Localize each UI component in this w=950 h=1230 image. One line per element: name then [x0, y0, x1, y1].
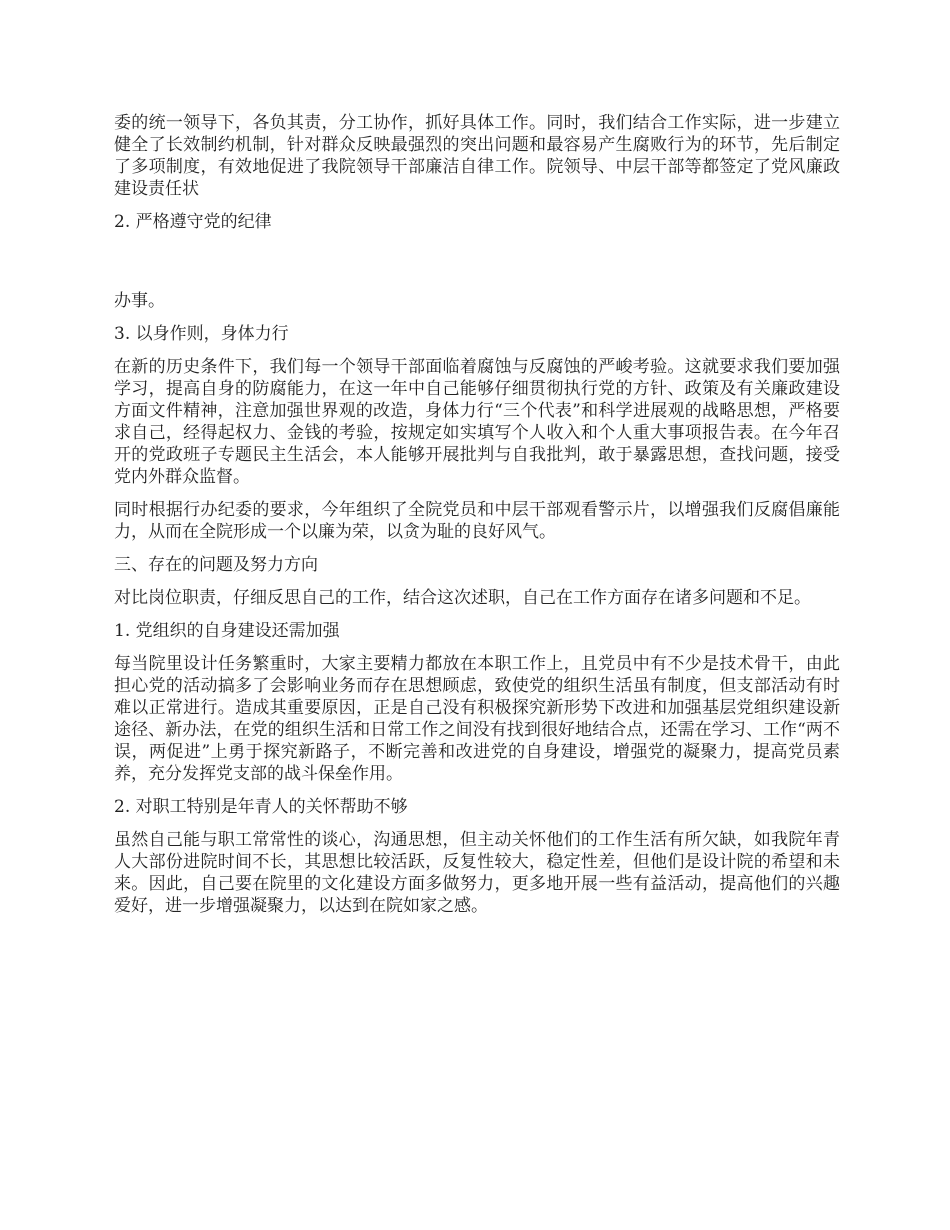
document-body	[114, 112, 840, 928]
blank-gap	[114, 244, 840, 290]
paragraph-fragment: 办事。	[114, 291, 165, 311]
paragraph-youth-care: 虽然自己能与职工常常性的谈心，沟通思想，但主动关怀他们的工作生活有所欠缺，如我院年青人大部份进院时间不长，其思想比较活跃，反复性较大，稳定性差，但他们是设计院的希望和未来。因此，自己要在院里的文化建设方面多做努力，更多地开展一些有益活动，提高他们的兴趣爱好，进一步增强凝聚力，以达到在院如家之感。	[114, 830, 840, 916]
heading-lead-by-example: 3. 以身作则，身体力行	[114, 324, 289, 344]
paragraph-anti-corruption: 在新的历史条件下，我们每一个领导干部面临着腐蚀与反腐蚀的严峻考验。这就要求我们要加强学习，提高自身的防腐能力，在这一年中自己能够仔细贯彻执行党的方针、政策及有关廉政建设方面文件精神，注意加强世界观的改造，身体力行“三个代表”和科学进展观的战略思想，严格要求自己，经得起权力、金钱的考验，按规定如实填写个人收入和个人重大事项报告表。在今年召开的党政班子专题民主生活会，本人能够开展批判与自我批判，敢于暴露思想，查找问题，接受党内外群众监督。	[114, 357, 840, 487]
heading-problems-section: 三、存在的问题及努力方向	[114, 555, 318, 575]
paragraph-responsibility-system: 委的统一领导下，各负其责，分工协作，抓好具体工作。同时，我们结合工作实际，进一步建立健全了长效制约机制，针对群众反映最强烈的突出问题和最容易产生腐败行为的环节，先后制定了多项制度，有效地促进了我院领导干部廉洁自律工作。院领导、中层干部等都签定了党风廉政建设责任状	[114, 113, 840, 199]
paragraph-self-reflection: 对比岗位职责，仔细反思自己的工作，结合这次述职，自己在工作方面存在诸多问题和不足。	[114, 588, 811, 608]
heading-youth-care: 2. 对职工特别是年青人的关怀帮助不够	[114, 797, 408, 817]
paragraph-party-building: 每当院里设计任务繁重时，大家主要精力都放在本职工作上，且党员中有不少是技术骨干，由此担心党的活动搞多了会影响业务而存在思想顾虑，致使党的组织生活虽有制度，但支部活动有时难以正常进行。造成其重要原因，正是自己没有积极探究新形势下改进和加强基层党组织建设新途径、新办法，在党的组织生活和日常工作之间没有找到很好地结合点，还需在学习、工作“两不误，两促进”上勇于探究新路子，不断完善和改进党的自身建设，增强党的凝聚力，提高党员素养，充分发挥党支部的战斗保垒作用。	[114, 654, 840, 784]
heading-party-discipline: 2. 严格遵守党的纪律	[114, 212, 272, 232]
heading-party-building: 1. 党组织的自身建设还需加强	[114, 621, 340, 641]
paragraph-warning-film: 同时根据行办纪委的要求，今年组织了全院党员和中层干部观看警示片，以增强我们反腐倡廉能力，从而在全院形成一个以廉为荣，以贪为耻的良好风气。	[114, 500, 840, 542]
